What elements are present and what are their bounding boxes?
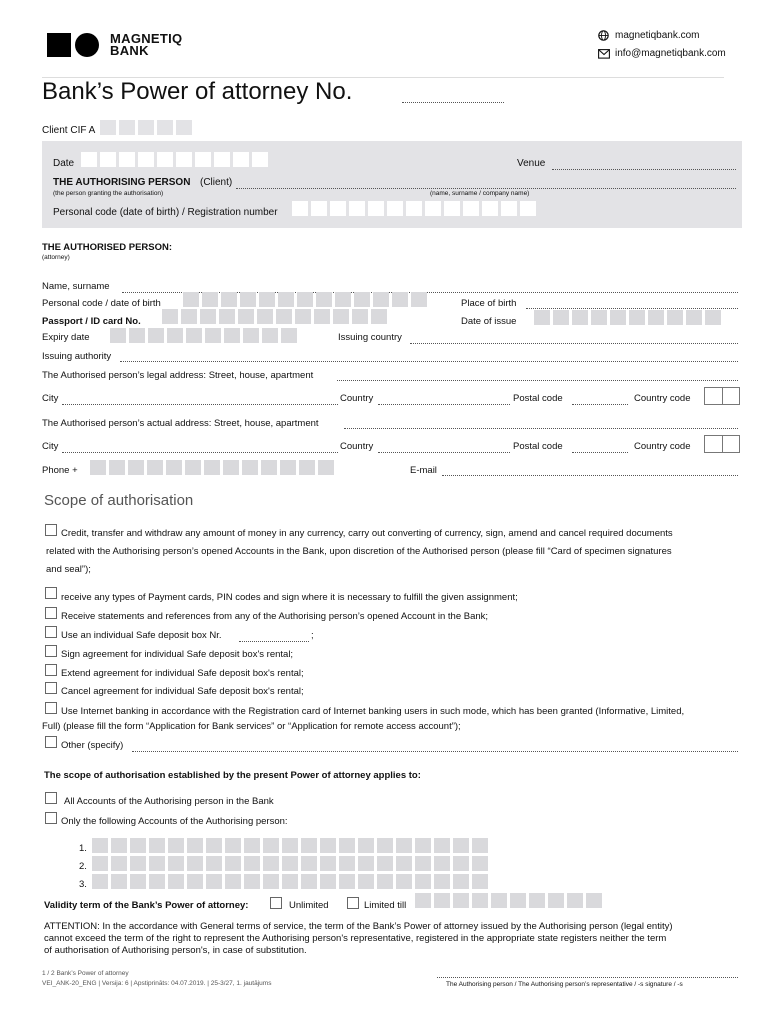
country-label: Country [340,393,374,404]
website-link[interactable]: magnetiqbank.com [615,30,700,41]
scope-cards-label: receive any types of Payment cards, PIN codes and sign where it is necessary to fulfill the given assignment; [61,592,518,603]
validity-label: Validity term of the Bank’s Power of attorney: [44,900,249,911]
authorised-sub-note: (attorney) [42,254,70,261]
country-code-label: Country code [634,393,691,404]
country-code-input[interactable] [704,387,740,405]
validity-unlimited-checkbox[interactable] [270,897,282,909]
scope-other-field[interactable] [132,750,738,752]
venue-label: Venue [517,158,546,169]
validity-limited-checkbox[interactable] [347,897,359,909]
scope-internet-banking-line2: Full) (please fill the form “Application for Bank services” or “Application for remote access account”); [42,721,461,732]
actual-country-code-label: Country code [634,441,691,452]
venue-field[interactable] [552,168,736,170]
actual-postal-code-field[interactable] [572,451,628,453]
registration-code-label: Personal code (date of birth) / Registration number [53,207,278,218]
country-field[interactable] [378,403,510,405]
scope-safe-box-end: ; [311,630,314,641]
signature-field[interactable] [437,976,738,978]
issuing-authority-field[interactable] [120,360,738,362]
account-row-1-label: 1. [79,843,87,854]
scope-sign-agreement-label: Sign agreement for individual Safe deposit box's rental; [61,649,294,660]
postal-code-field[interactable] [572,403,628,405]
globe-icon [598,30,609,44]
issuing-country-field[interactable] [410,342,738,344]
actual-country-code-input[interactable] [704,435,740,453]
authorising-heading: THE AUTHORISING PERSON [53,177,191,188]
scope-credit-line3: and seal”); [46,564,91,575]
account-row-3-label: 3. [79,879,87,890]
attorney-number-field[interactable] [402,101,504,103]
name-surname-label: Name, surname [42,281,110,292]
account-row-3-input[interactable] [92,874,488,889]
postal-code-label: Postal code [513,393,563,404]
footer-page-info: 1 / 2 Bank’s Power of attorney [42,970,129,977]
logo-mark-icon [47,33,101,57]
place-of-birth-field[interactable] [526,307,738,309]
mail-icon [598,49,610,62]
brand-name-line2: BANK [110,43,149,58]
actual-country-label: Country [340,441,374,452]
bank-logo [47,33,101,60]
accounts-only-label: Only the following Accounts of the Authorising person: [61,816,288,827]
email-label: E-mail [410,465,437,476]
place-of-birth-label: Place of birth [461,298,517,309]
footer-version: VEI_ANK-20_ENG | Versija: 6 | Apstiprināts: 04.07.2019. | 25-3/27, 1. jautājums [42,980,272,987]
scope-credit-checkbox[interactable] [45,524,57,536]
registration-code-input[interactable] [292,201,536,216]
accounts-all-label: All Accounts of the Authorising person in the Bank [64,796,274,807]
authorising-name-field[interactable] [236,187,736,189]
legal-address-label: The Authorised person’s legal address: Street, house, apartment [42,370,314,381]
scope-cancel-agreement-checkbox[interactable] [45,682,57,694]
expiry-date-input[interactable] [110,328,297,343]
accounts-heading: The scope of authorisation established by the present Power of attorney applies to: [44,770,421,781]
scope-extend-agreement-checkbox[interactable] [45,664,57,676]
email-link[interactable]: info@magnetiqbank.com [615,48,726,59]
account-row-2-input[interactable] [92,856,488,871]
date-of-issue-input[interactable] [534,310,721,325]
email-field[interactable] [442,474,738,476]
scope-cards-checkbox[interactable] [45,587,57,599]
client-cif-label: Client CIF A [42,125,96,136]
authorising-sub-note: (the person granting the authorisation) [53,190,164,197]
date-label: Date [53,158,75,169]
accounts-all-checkbox[interactable] [45,792,57,804]
city-label: City [42,393,59,404]
legal-address-field[interactable] [337,379,738,381]
actual-postal-code-label: Postal code [513,441,563,452]
actual-city-field[interactable] [62,451,338,453]
brand-name-line1: MAGNETIQ [110,31,183,46]
validity-limited-label: Limited till [364,900,407,911]
validity-unlimited-label: Unlimited [289,900,329,911]
date-input[interactable] [81,152,268,167]
attention-line1: ATTENTION: In the accordance with General terms of service, the term of the Bank’s Power of attorney issued by the Authorising person (legal entity) [44,921,673,932]
name-note: (name, surname / company name) [430,190,530,197]
scope-extend-agreement-label: Extend agreement for individual Safe deposit box's rental; [61,668,304,679]
phone-input[interactable] [90,460,334,475]
scope-cancel-agreement-label: Cancel agreement for individual Safe deposit box's rental; [61,686,304,697]
city-field[interactable] [62,403,338,405]
safe-box-number-field[interactable] [239,640,309,642]
attention-line3: of authorisation of Authorising person's, in case of substitution. [44,945,307,956]
page-title: Bank’s Power of attorney No. [42,78,353,105]
scope-safe-box-label: Use an individual Safe deposit box Nr. [61,630,222,641]
personal-code-input[interactable] [183,292,427,307]
issuing-authority-label: Issuing authority [42,351,112,362]
expiry-date-label: Expiry date [42,332,90,343]
scope-credit-line1: Credit, transfer and withdraw any amount of money in any currency, carry out converting of currency, sign, amend and cancel required documents [61,528,673,539]
passport-label: Passport / ID card No. [42,316,141,327]
passport-input[interactable] [162,309,387,324]
account-row-2-label: 2. [79,861,87,872]
scope-statements-label: Receive statements and references from any of the Authorising person’s opened Account in the Bank; [61,611,489,622]
account-row-1-input[interactable] [92,838,488,853]
date-of-issue-label: Date of issue [461,316,517,327]
phone-label: Phone + [42,465,78,476]
authorising-heading-suffix: (Client) [200,177,233,188]
accounts-only-checkbox[interactable] [45,812,57,824]
actual-address-field[interactable] [344,427,738,429]
actual-address-label: The Authorised person’s actual address: Street, house, apartment [42,418,319,429]
scope-sign-agreement-checkbox[interactable] [45,645,57,657]
scope-credit-line2: related with the Authorising person’s opened Accounts in the Bank, upon discretion of the Authorised person (please fill “Card of specimen signatures [46,546,672,557]
scope-statements-checkbox[interactable] [45,607,57,619]
client-cif-input[interactable] [100,120,192,135]
personal-code-label: Personal code / date of birth [42,298,161,309]
scope-internet-banking-line1: Use Internet banking in accordance with the Registration card of Internet banking users in such mode, which has been granted (Informative, Limited, [61,706,685,717]
scope-safe-box-checkbox[interactable] [45,626,57,638]
scope-other-label: Other (specify) [61,740,124,751]
scope-heading: Scope of authorisation [44,492,194,509]
validity-date-input[interactable] [415,893,602,908]
actual-city-label: City [42,441,59,452]
attention-line2: cannot exceed the term of the right to represent the Authorising person's representative, registered in the appropriate state registers neither the term [44,933,667,944]
scope-other-checkbox[interactable] [45,736,57,748]
scope-internet-banking-checkbox[interactable] [45,702,57,714]
actual-country-field[interactable] [378,451,510,453]
signature-caption: The Authorising person / The Authorising person’s representative / -s signature / -s [446,981,683,988]
issuing-country-label: Issuing country [338,332,402,343]
authorised-heading: THE AUTHORISED PERSON: [42,242,173,253]
